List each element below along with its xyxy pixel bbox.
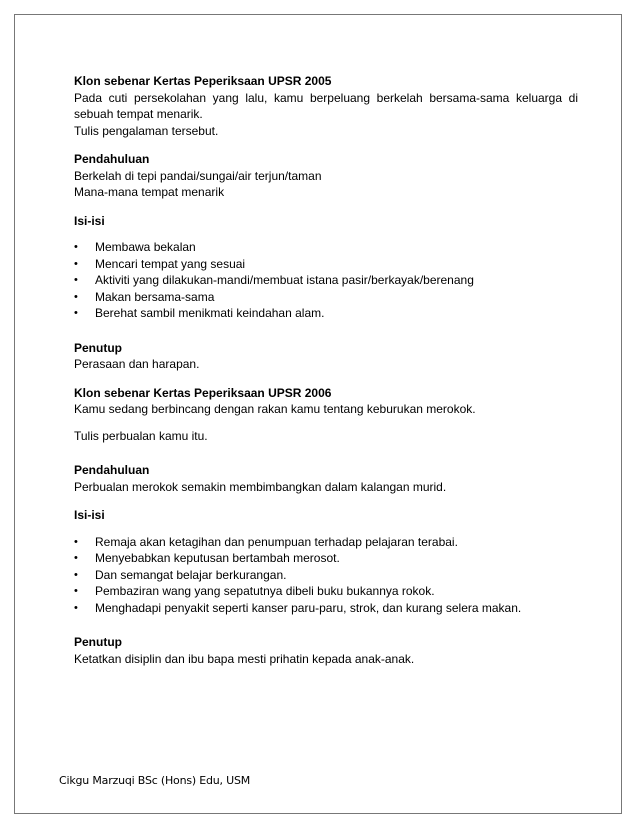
section-2006-intro-heading: Pendahuluan — [74, 463, 150, 477]
list-item: • Berehat sambil menikmati keindahan alam. — [74, 306, 325, 320]
section-2006-instruction: Tulis perbualan kamu itu. — [74, 428, 208, 443]
section-2005-instruction: Tulis pengalaman tersebut. — [74, 123, 219, 138]
section-2006-prompt: Kamu sedang berbincang dengan rakan kamu tentang keburukan merokok. — [74, 402, 476, 416]
section-2006-body-heading: Isi-isi — [74, 508, 105, 522]
bullet-icon: • — [74, 601, 78, 614]
section-2005-title: Klon sebenar Kertas Peperiksaan UPSR 2005 — [74, 74, 332, 88]
section-2006-title: Klon sebenar Kertas Peperiksaan UPSR 2006 — [74, 385, 332, 400]
list-item: • Membawa bekalan — [74, 240, 196, 254]
document-page — [14, 14, 622, 814]
list-item: • Pembaziran wang yang sepatutnya dibeli buku bukannya rokok. — [74, 584, 435, 598]
bullet-icon: • — [74, 568, 78, 581]
page-footer: Cikgu Marzuqi BSc (Hons) Edu, USM — [59, 774, 251, 787]
section-2005-closing-text: Perasaan dan harapan. — [74, 357, 200, 371]
section-2006-closing-heading: Penutup — [74, 635, 122, 649]
section-2005-intro-heading: Pendahuluan — [74, 152, 150, 166]
section-2005-body-heading: Isi-isi — [74, 213, 105, 228]
list-item: • Remaja akan ketagihan dan penumpuan terhadap pelajaran terabai. — [74, 534, 458, 549]
section-2006-intro-text: Perbualan merokok semakin membimbangkan dalam kalangan murid. — [74, 479, 447, 494]
section-2005-points — [74, 239, 578, 322]
bullet-icon: • — [74, 307, 78, 319]
list-item: • Aktiviti yang dilakukan-mandi/membuat istana pasir/berkayak/berenang — [74, 273, 474, 287]
section-2006-closing-text: Ketatkan disiplin dan ibu bapa mesti prihatin kepada anak-anak. — [74, 651, 415, 666]
list-item: • Mencari tempat yang sesuai — [74, 256, 246, 271]
bullet-icon: • — [74, 585, 78, 597]
section-2005-closing-heading: Penutup — [74, 340, 122, 355]
list-item: • Menghadapi penyakit seperti kanser paru-paru, strok, dan kurang selera makan. — [74, 600, 522, 615]
bullet-icon: • — [74, 552, 78, 564]
section-2005-prompt: Pada cuti persekolahan yang lalu, kamu berpeluang berkelah bersama-sama keluarga di sebuah tempat menarik. — [74, 90, 578, 121]
document-body — [74, 73, 578, 667]
bullet-icon: • — [74, 274, 78, 286]
list-item: • Dan semangat belajar berkurangan. — [74, 567, 287, 582]
bullet-icon: • — [74, 241, 78, 253]
section-2005-intro-line: Berkelah di tepi pandai/sungai/air terjun/taman — [74, 168, 322, 183]
bullet-icon: • — [74, 535, 78, 548]
list-item: • Menyebabkan keputusan bertambah merosot. — [74, 551, 340, 565]
list-item: • Makan bersama-sama — [74, 289, 215, 304]
section-2006-points — [74, 534, 578, 617]
section-2005-intro-line: Mana-mana tempat menarik — [74, 185, 225, 199]
bullet-icon: • — [74, 257, 78, 270]
bullet-icon: • — [74, 290, 78, 303]
